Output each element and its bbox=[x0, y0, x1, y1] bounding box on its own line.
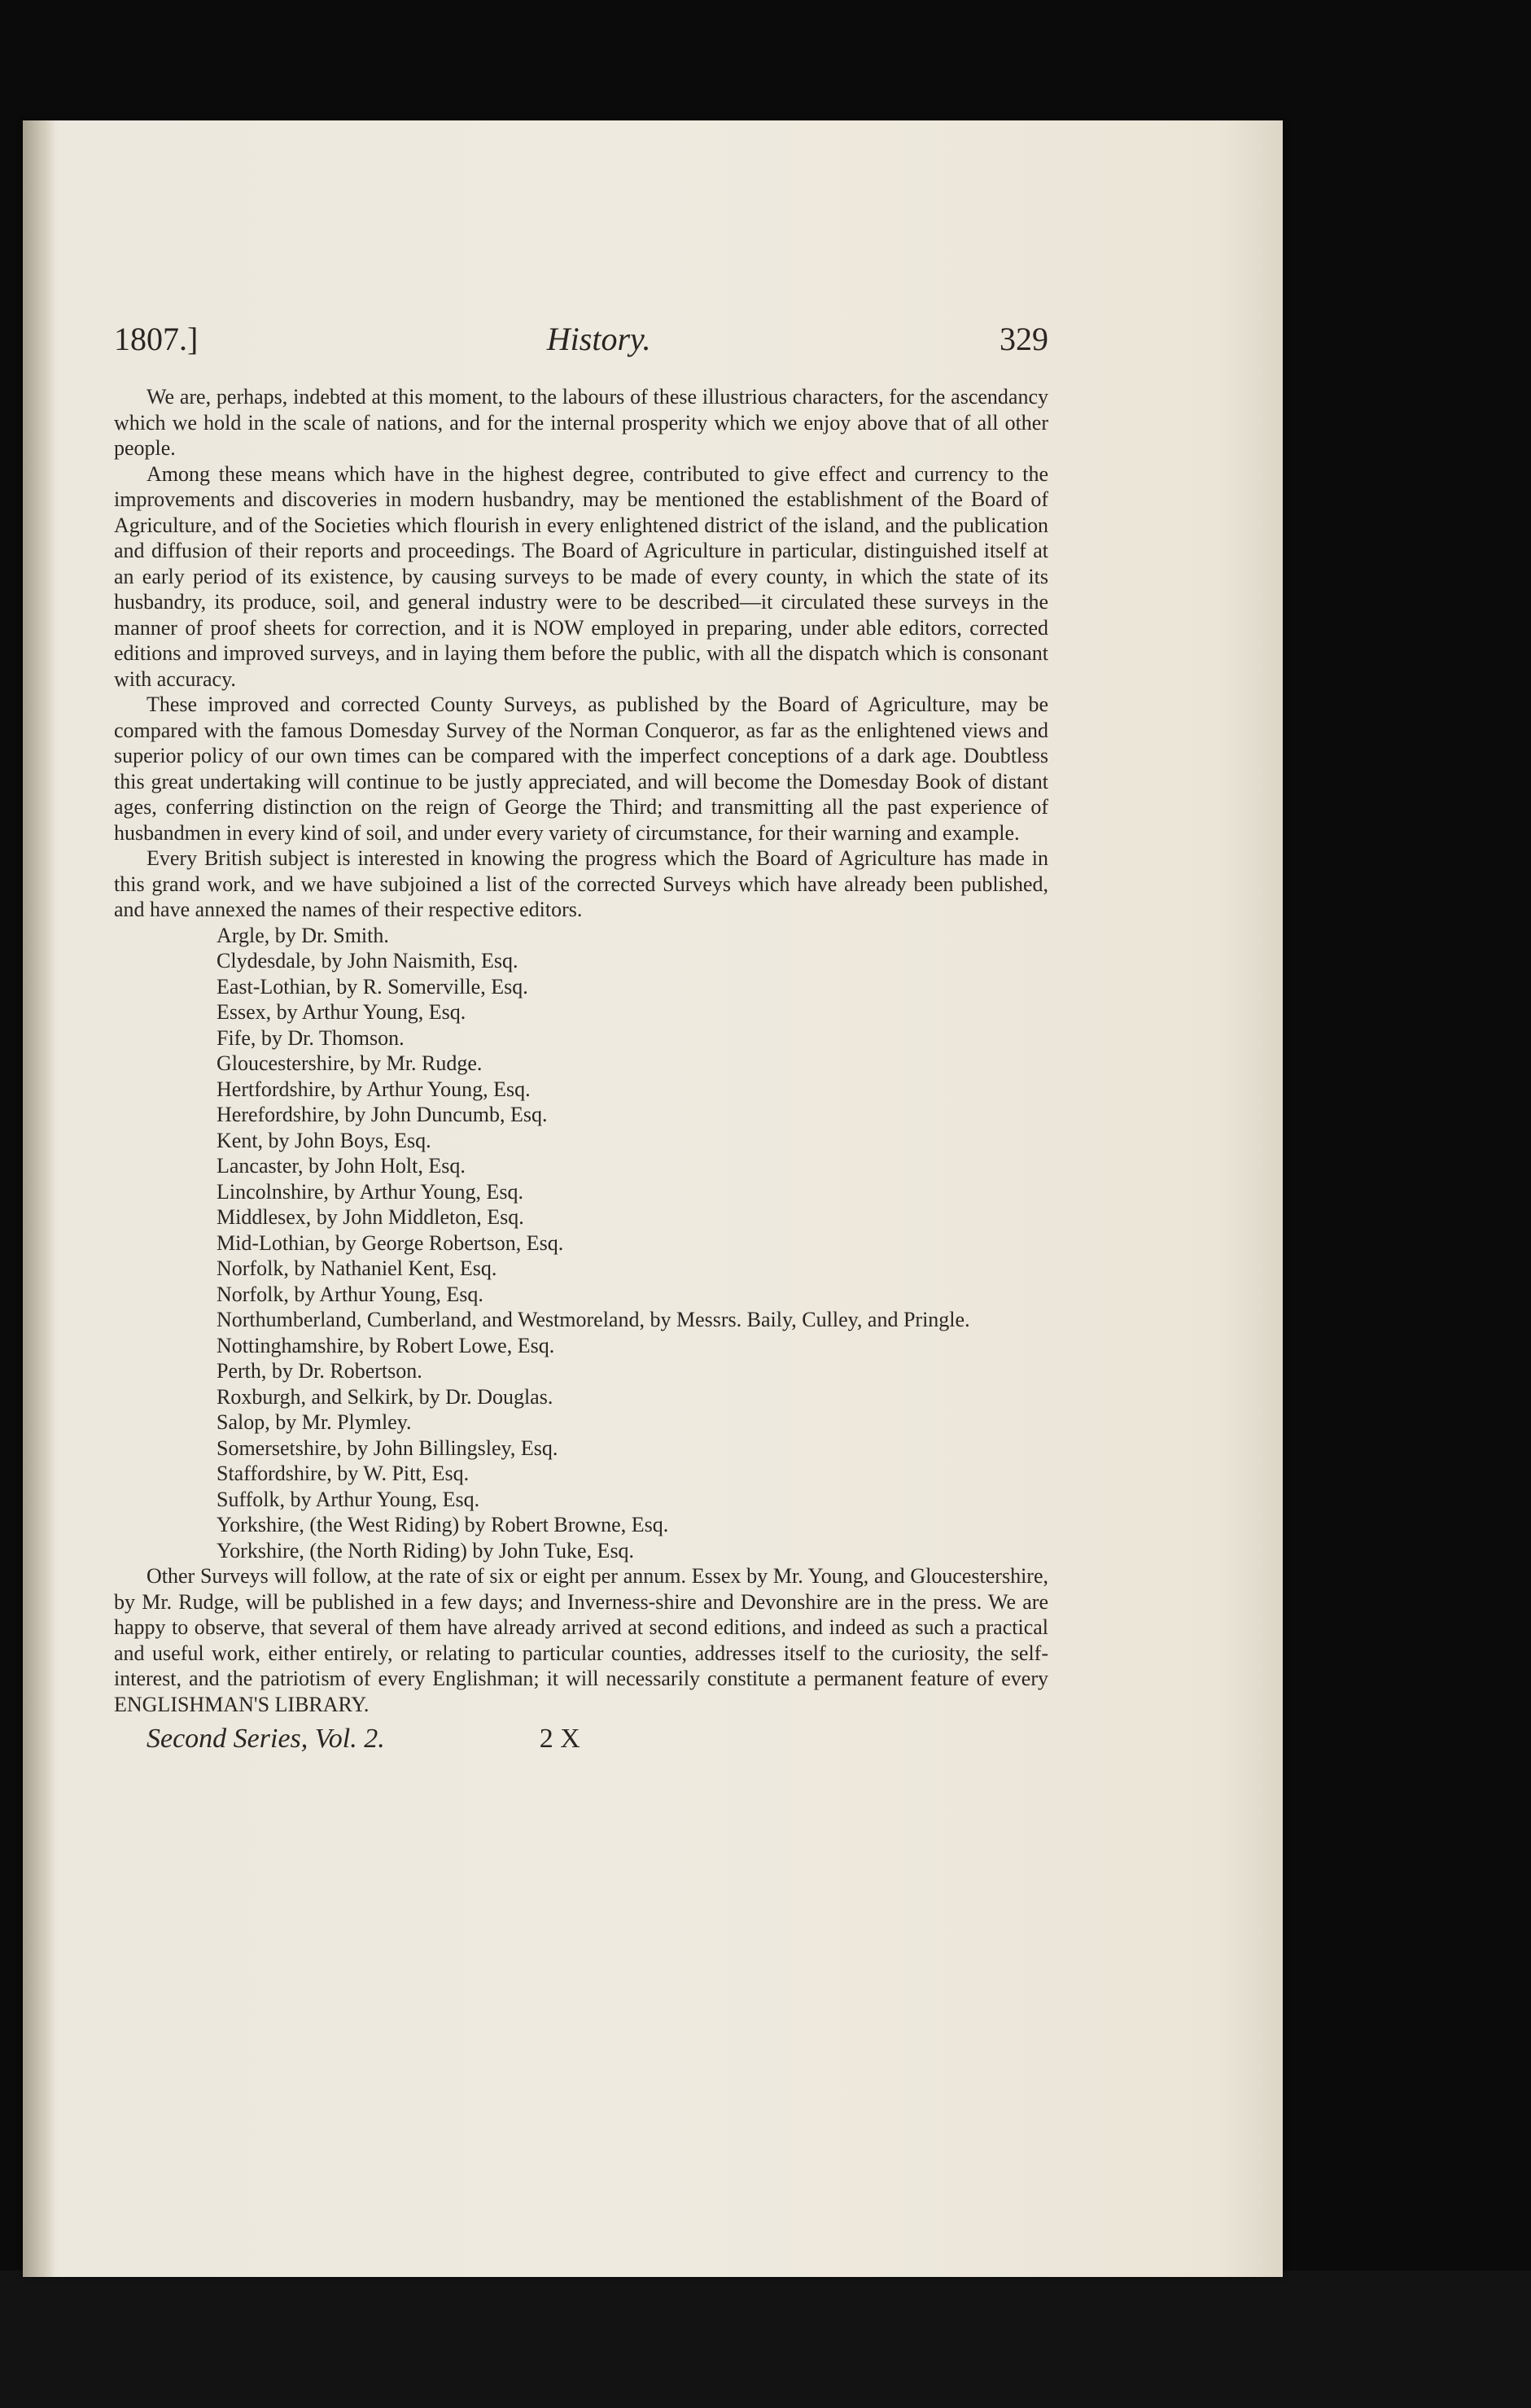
survey-entry: Norfolk, by Nathaniel Kent, Esq. bbox=[217, 1256, 497, 1280]
survey-entry: Norfolk, by Arthur Young, Esq. bbox=[217, 1282, 483, 1306]
running-header bbox=[114, 320, 1048, 358]
survey-entry: Suffolk, by Arthur Young, Esq. bbox=[217, 1487, 480, 1511]
book-page bbox=[23, 120, 1283, 2277]
survey-entry: Kent, by John Boys, Esq. bbox=[217, 1128, 431, 1152]
survey-entry: Middlesex, by John Middleton, Esq. bbox=[217, 1205, 524, 1229]
header-title: History. bbox=[546, 321, 651, 357]
paragraph-2: Among these means which have in the highest degree, contributed to give effect and currency to the improvements and discoveries in modern husbandry, may be mentioned the establishment of the Board of Agriculture, and of the Societies which flourish in every enlightened district of the island, and the publication and diffusion of their reports and proceedings. The Board of Agriculture in particular, distinguished itself at an early period of its existence, by causing surveys to be made of every county, in which the state of its husbandry, its produce, soil, and general industry were to be described—it circulated these surveys in the manner of proof sheets for correction, and it is NOW employed in preparing, under able editors, corrected editions and improved surveys, and in laying them before the public, with all the dispatch which is consonant with accuracy. bbox=[114, 461, 1048, 691]
paragraph-4: Every British subject is interested in knowing the progress which the Board of Agriculture has made in this grand work, and we have subjoined a list of the corrected Surveys which have already been published, and have annexed the names of their respective editors. bbox=[114, 846, 1048, 921]
survey-entry: Clydesdale, by John Naismith, Esq. bbox=[217, 949, 518, 972]
survey-entry: Staffordshire, by W. Pitt, Esq. bbox=[217, 1462, 470, 1485]
page-footer bbox=[114, 1724, 1048, 1755]
survey-entry: Fife, by Dr. Thomson. bbox=[217, 1025, 405, 1050]
survey-entry: Gloucestershire, by Mr. Rudge. bbox=[217, 1051, 483, 1075]
survey-entry: Mid-Lothian, by George Robertson, Esq. bbox=[217, 1230, 564, 1255]
paragraph-1: We are, perhaps, indebted at this moment, to the labours of these illustrious characters, for the ascendancy which we hold in the scale of nations, and for the internal prosperity which we enjoy above that of all other people. bbox=[114, 385, 1048, 460]
survey-entry: Salop, by Mr. Plymley. bbox=[217, 1410, 412, 1434]
page-text-block bbox=[114, 320, 1048, 1755]
page-gutter bbox=[23, 120, 55, 2277]
survey-entry: Northumberland, Cumberland, and Westmoreland, by Messrs. Baily, Culley, and Pringle. bbox=[217, 1308, 970, 1331]
closing-paragraph: Other Surveys will follow, at the rate of six or eight per annum. Essex by Mr. Young, and Gloucestershire, by Mr. Rudge, will be published in a few days; and Inverness-shire and Devonshire are in the press. We are happy to observe, that several of them have already arrived at second editions, and indeed as such a practical and useful work, either entirely, or relating to particular counties, addresses itself to the curiosity, the self-interest, and the patriotism of every Englishman; it will necessarily constitute a permanent feature of every ENGLISHMAN'S LIBRARY. bbox=[114, 1564, 1048, 1716]
survey-entry: Roxburgh, and Selkirk, by Dr. Douglas. bbox=[217, 1384, 553, 1409]
survey-entry: Perth, by Dr. Robertson. bbox=[217, 1359, 422, 1383]
survey-entry: Essex, by Arthur Young, Esq. bbox=[217, 1000, 466, 1024]
background-dark-band bbox=[0, 2270, 1531, 2408]
paragraph-3: These improved and corrected County Surveys, as published by the Board of Agriculture, may be compared with the famous Domesday Survey of the Norman Conqueror, as far as the enlightened views and superior policy of our own times can be compared with the imperfect conceptions of a dark age. Doubtless this great undertaking will continue to be justly appreciated, and will become the Domesday Book of distant ages, conferring distinction on the reign of George the Third; and transmitting all the past experience of husbandmen in every kind of soil, and under every variety of circumstance, for their warning and example. bbox=[114, 693, 1048, 845]
survey-entry: Argle, by Dr. Smith. bbox=[217, 923, 389, 947]
survey-entry: Hertfordshire, by Arthur Young, Esq. bbox=[217, 1077, 531, 1101]
sheet-mark: 2 X bbox=[539, 1724, 580, 1754]
survey-entry: Yorkshire, (the West Riding) by Robert Browne, Esq. bbox=[217, 1513, 669, 1536]
survey-entry: Nottinghamshire, by Robert Lowe, Esq. bbox=[217, 1333, 555, 1357]
header-year: 1807.] bbox=[114, 321, 199, 357]
survey-list bbox=[114, 923, 1048, 1564]
series-signature: Second Series, Vol. 2. bbox=[147, 1724, 385, 1754]
survey-entry: Yorkshire, (the North Riding) by John Tuke, Esq. bbox=[217, 1538, 635, 1562]
survey-entry: Lincolnshire, by Arthur Young, Esq. bbox=[217, 1179, 523, 1204]
survey-entry: Somersetshire, by John Billingsley, Esq. bbox=[217, 1436, 558, 1460]
page-number: 329 bbox=[1000, 321, 1048, 357]
survey-entry: East-Lothian, by R. Somerville, Esq. bbox=[217, 974, 528, 999]
survey-entry: Lancaster, by John Holt, Esq. bbox=[217, 1154, 466, 1178]
survey-entry: Herefordshire, by John Duncumb, Esq. bbox=[217, 1103, 548, 1126]
